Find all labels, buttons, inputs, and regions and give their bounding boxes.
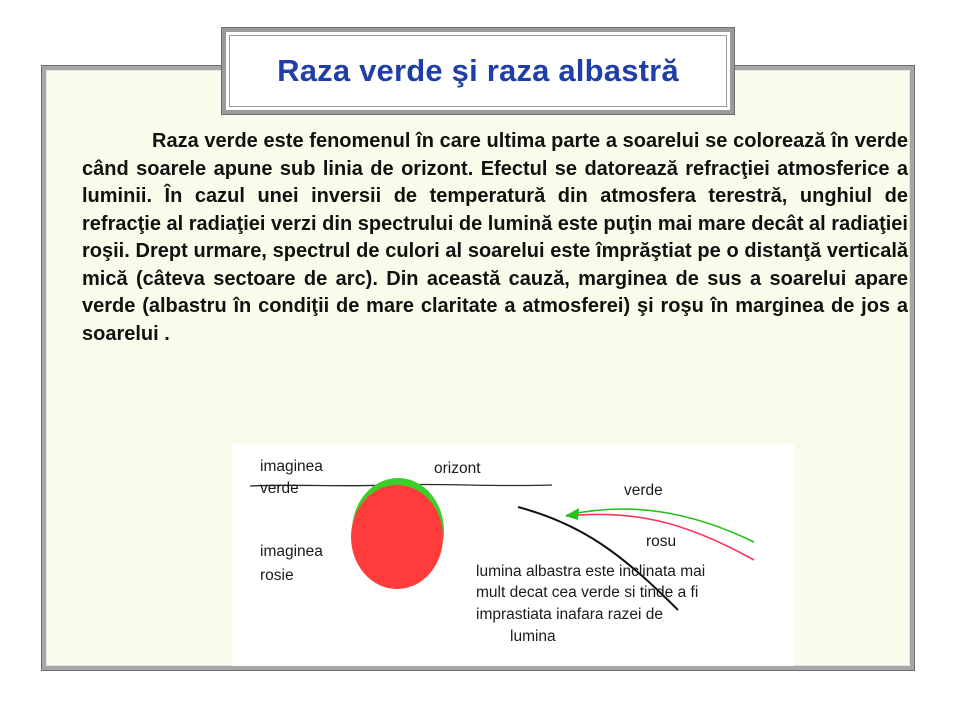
title-box xyxy=(222,28,734,114)
label-horizon: orizont xyxy=(434,460,481,477)
label-red-ray: rosu xyxy=(646,533,677,550)
label-red-image-2: rosie xyxy=(260,567,294,584)
slide-title: Raza verde şi raza albastră xyxy=(277,53,679,88)
note-line-3: imprastiata inafara razei de xyxy=(476,606,663,623)
diagram-svg xyxy=(232,444,794,666)
green-ray-diagram xyxy=(232,444,794,666)
sun-red-disk xyxy=(351,485,443,589)
note-line-1: lumina albastra este inclinata mai xyxy=(476,563,706,580)
body-paragraph: Raza verde este fenomenul în care ultima parte a soarelui se colorează în verde când soarele apune sub linia de orizont. Efectul se datorează refracţiei atmosferice a luminii. În cazul unei inversii de temperatură din atmosfera terestră, unghiul de refracţie al radiaţiei verzi din spectrului de lumină este puţin mai mare decât al radiaţiei roşii. Drept urmare, spectrul de culori al soarelui este împrăştiat pe o distanţă verticală mică (câteva sectoare de arc). Din această cauză, marginea de sus a soarelui apare verde (albastru în condiţii de mare claritate a atmosferei) şi roşu în marginea de jos a soarelui . xyxy=(82,130,908,345)
note-line-2: mult decat cea verde si tinde a fi xyxy=(476,584,699,601)
green-arrowhead xyxy=(565,508,579,520)
label-red-image-1: imaginea xyxy=(260,543,323,560)
label-green-image-1: imaginea xyxy=(260,458,323,475)
label-green-image-2: verde xyxy=(260,480,299,497)
label-green-ray: verde xyxy=(624,482,663,499)
note-line-4: lumina xyxy=(510,628,556,645)
